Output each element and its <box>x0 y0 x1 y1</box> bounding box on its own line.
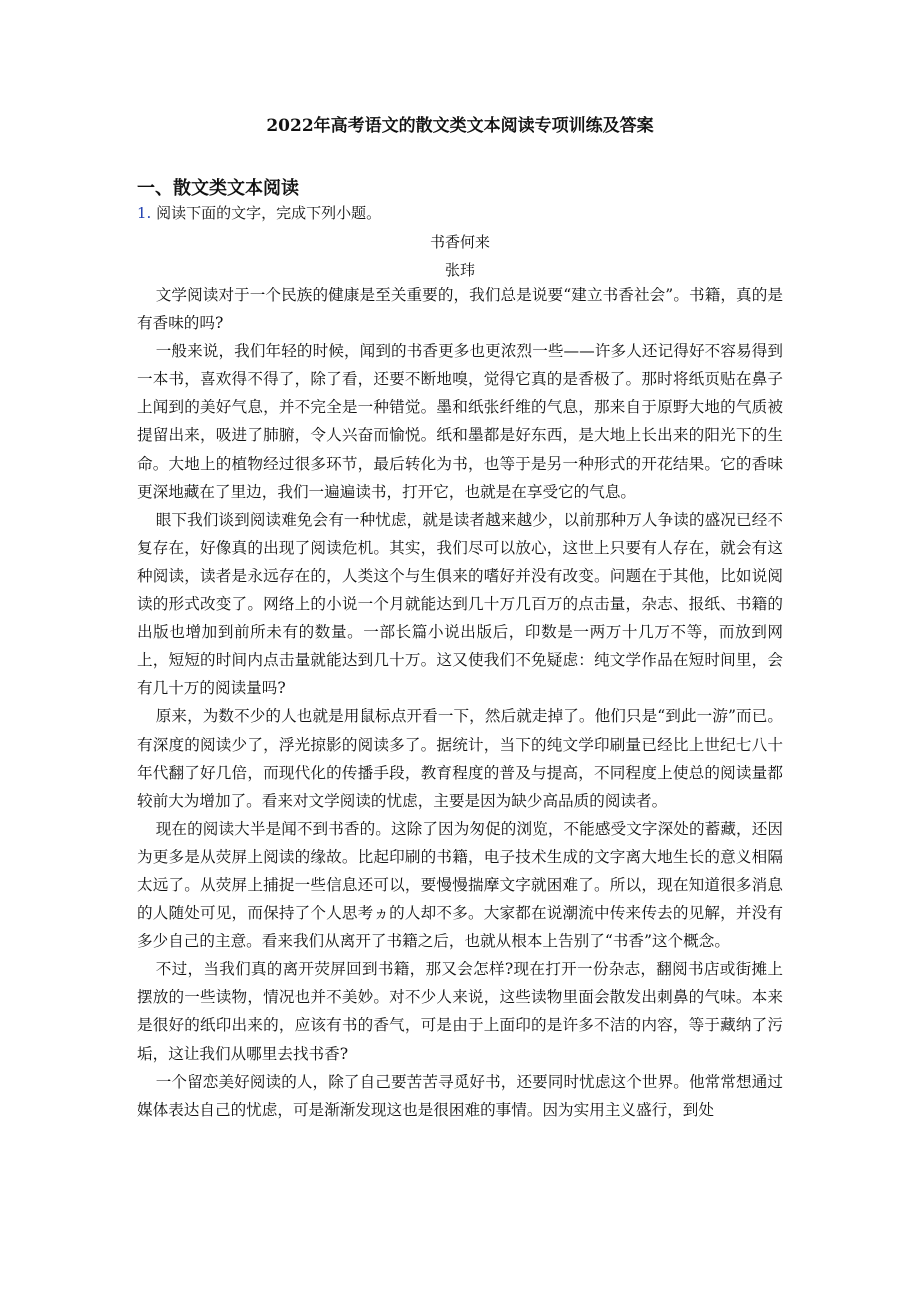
section-heading: 一、散文类文本阅读 <box>137 178 299 199</box>
paragraph: 一个留恋美好阅读的人，除了自己要苦苦寻觅好书，还要同时忧虑这个世界。他常常想通过媒体表达自己的忧虑，可是渐渐发现这也是很困难的事情。因为实用主义盛行，到处 <box>137 1072 783 1119</box>
question-line <box>137 203 381 223</box>
paragraph: 一般来说，我们年轻的时候，闻到的书香更多也更浓烈一些——许多人还记得好不容易得到一本书，喜欢得不得了，除了看，还要不断地嗅，觉得它真的是香极了。那时将纸页贴在鼻子上闻到的美好气息，并不完全是一种错觉。墨和纸张纤维的气息，那来自于原野大地的气质被提留出来，吸进了肺腑，令人兴奋而愉悦。纸和墨都是好东西，是大地上长出来的阳光下的生命。大地上的植物经过很多环节，最后转化为书，也等于是另一种形式的开花结果。它的香味更深地藏在了里边，我们一遍遍读书，打开它，也就是在享受它的气息。 <box>137 342 783 501</box>
question-prompt: 阅读下面的文字，完成下列小题。 <box>156 204 382 222</box>
question-number: 1. <box>137 204 152 222</box>
paragraph: 现在的阅读大半是闻不到书香的。这除了因为匆促的浏览，不能感受文字深处的蓄藏，还因为更多是从荧屏上阅读的缘故。比起印刷的书籍，电子技术生成的文字离大地生长的意义相隔太远了。从荧屏上捕捉一些信息还可以，要慢慢揣摩文字就困难了。所以，现在知道很多消息的人随处可见，而保持了个人思考ヵ的人却不多。大家都在说潮流中传来传去的见解，并没有多少自己的主意。看来我们从离开了书籍之后，也就从根本上告别了“书香”这个概念。 <box>137 819 783 951</box>
article-author: 张玮 <box>444 261 475 279</box>
paragraph: 文学阅读对于一个民族的健康是至关重要的，我们总是说要“建立书香社会”。书籍，真的是有香味的吗? <box>137 286 783 333</box>
article-title: 书香何来 <box>429 233 490 251</box>
paragraph: 眼下我们谈到阅读难免会有一种忧虑，就是读者越来越少，以前那种万人争读的盛况已经不复存在，好像真的出现了阅读危机。其实，我们尽可以放心，这世上只要有人存在，就会有这种阅读，读者是永远存在的，人类这个与生俱来的嗜好并没有改变。问题在于其他，比如说阅读的形式改变了。网络上的小说一个月就能达到几十万几百万的点击量，杂志、报纸、书籍的出版也增加到前所未有的数量。一部长篇小说出版后，印数是一两万十几万不等，而放到网上，短短的时间内点击量就能达到几十万。这又使我们不免疑虑：纯文学作品在短时间里，会有几十万的阅读量吗? <box>137 510 783 698</box>
document-title: 2022年高考语文的散文类文本阅读专项训练及答案 <box>266 116 654 136</box>
article-body <box>137 281 783 1124</box>
paragraph: 不过，当我们真的离开荧屏回到书籍，那又会怎样?现在打开一份杂志，翻阅书店或街摊上摆放的一些读物，情况也并不美妙。对不少人来说，这些读物里面会散发出刺鼻的气味。本来是很好的纸印出来的，应该有书的香气，可是由于上面印的是许多不洁的内容，等于藏纳了污垢，这让我们从哪里去找书香? <box>137 960 783 1063</box>
paragraph: 原来，为数不少的人也就是用鼠标点开看一下，然后就走掉了。他们只是“到此一游”而已。有深度的阅读少了，浮光掠影的阅读多了。据统计，当下的纯文学印刷量已经比上世纪七八十年代翻了好几倍，而现代化的传播手段，教育程度的普及与提高，不同程度上使总的阅读量都较前大为增加了。看来对文学阅读的忧虑，主要是因为缺少高品质的阅读者。 <box>137 707 783 810</box>
